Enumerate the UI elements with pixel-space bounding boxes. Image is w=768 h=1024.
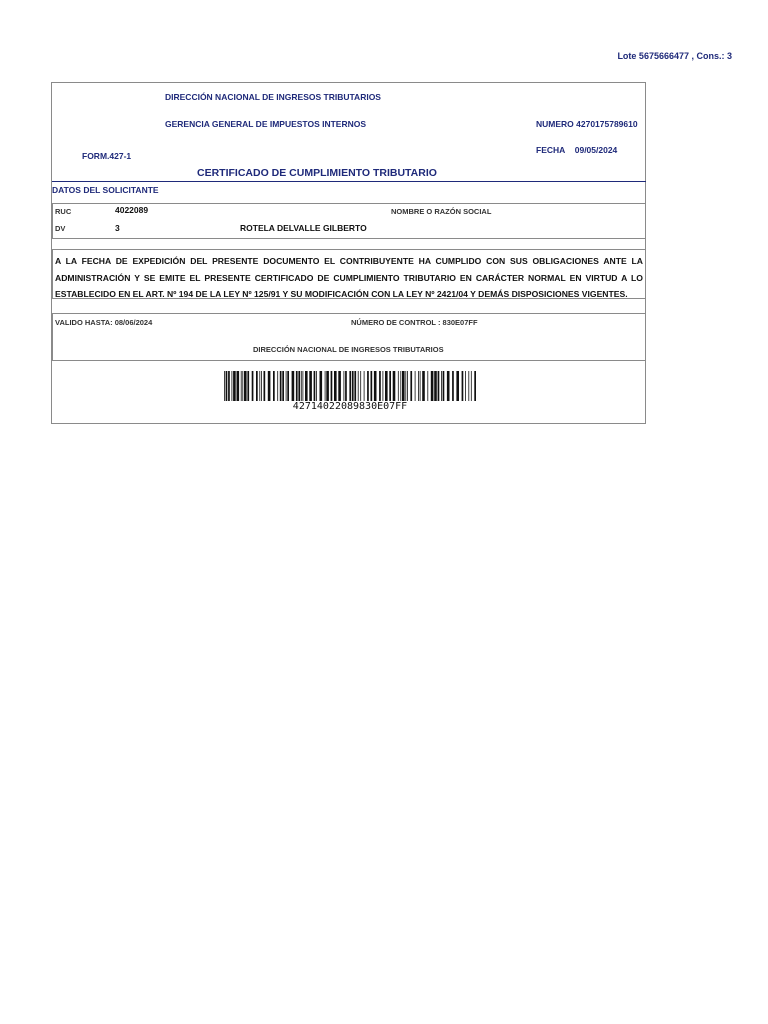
institution-name: DIRECCIÓN NACIONAL DE INGRESOS TRIBUTARIOS	[165, 92, 381, 102]
valid-until: VALIDO HASTA: 08/06/2024	[55, 318, 153, 327]
footer-institution: DIRECCIÓN NACIONAL DE INGRESOS TRIBUTARIOS	[253, 345, 444, 354]
barcode-graphic	[224, 371, 476, 401]
ruc-value: 4022089	[115, 205, 149, 215]
title-divider	[52, 181, 646, 182]
certificate-frame	[51, 82, 646, 424]
declaration-box	[52, 249, 646, 299]
section-title-solicitante: DATOS DEL SOLICITANTE	[52, 185, 159, 195]
lote-consecutive: Lote 5675666477 , Cons.: 3	[617, 51, 732, 61]
solicitante-box	[52, 203, 646, 239]
barcode-text: 42714022089830E07FF	[292, 401, 408, 412]
document-title: CERTIFICADO DE CUMPLIMIENTO TRIBUTARIO	[197, 167, 437, 179]
nombre-value: ROTELA DELVALLE GILBERTO	[240, 223, 367, 233]
department-name: GERENCIA GENERAL DE IMPUESTOS INTERNOS	[165, 119, 367, 129]
control-number: NÚMERO DE CONTROL : 830E07FF	[351, 318, 478, 327]
certificate-number: NUMERO 4270175789610	[536, 119, 638, 129]
ruc-label: RUC	[55, 207, 72, 216]
fecha-value: 09/05/2024	[574, 145, 618, 155]
validity-box	[52, 313, 646, 361]
fecha-label: FECHA	[536, 145, 566, 155]
declaration-text: A LA FECHA DE EXPEDICIÓN DEL PRESENTE DOCUMENTO EL CONTRIBUYENTE HA CUMPLIDO CON SUS OBLIGACIONES ANTE LA ADMINISTRACIÓN Y SE EMITE EL PRESENTE CERTIFICADO DE CUMPLIMIENTO TRIBUTARIO EN CARÁCTER NORMAL EN VIRTUD A LO ESTABLECIDO EN EL ART. Nº 194 DE LA LEY Nº 125/91 Y SU MODIFICACIÓN CON LA LEY Nº 2421/04 Y DEMÁS DISPOSICIONES VIGENTES.	[55, 256, 643, 299]
issue-date	[536, 145, 617, 155]
dv-label: DV	[55, 224, 66, 233]
form-code: FORM.427-1	[82, 151, 132, 161]
dv-value: 3	[115, 223, 120, 233]
nombre-label: NOMBRE O RAZÓN SOCIAL	[391, 207, 492, 216]
